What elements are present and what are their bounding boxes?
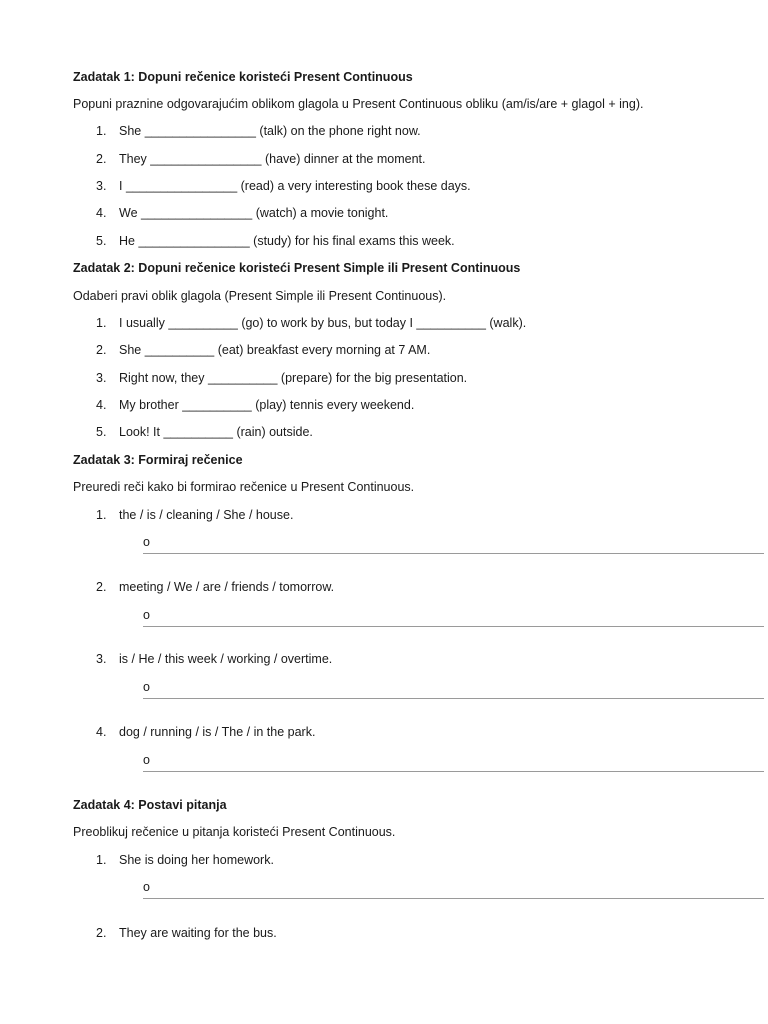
task3-heading: Zadatak 3: Formiraj rečenice <box>73 453 243 467</box>
item-number: 2. <box>96 152 107 166</box>
item-text: I ________________ (read) a very interesting book these days. <box>119 179 471 193</box>
item-number: 3. <box>96 179 107 193</box>
item-text: is / He / this week / working / overtime. <box>119 652 333 666</box>
item-number: 2. <box>96 926 107 940</box>
item-number: 2. <box>96 580 107 594</box>
item-number: 3. <box>96 652 107 666</box>
item-text: She ________________ (talk) on the phone right now. <box>119 124 421 138</box>
task2-instruction: Odaberi pravi oblik glagola (Present Simple ili Present Continuous). <box>73 289 447 303</box>
item-text: She __________ (eat) breakfast every morning at 7 AM. <box>119 343 431 357</box>
answer-bullet: o <box>143 753 150 767</box>
item-number: 5. <box>96 234 107 248</box>
task3-instruction: Preuredi reči kako bi formirao rečenice u Present Continuous. <box>73 480 415 494</box>
answer-line[interactable] <box>143 753 764 772</box>
task4-heading: Zadatak 4: Postavi pitanja <box>73 798 227 812</box>
item-text: Right now, they __________ (prepare) for the big presentation. <box>119 371 468 385</box>
item-text: We ________________ (watch) a movie tonight. <box>119 206 389 220</box>
item-number: 4. <box>96 398 107 412</box>
item-text: He ________________ (study) for his final exams this week. <box>119 234 455 248</box>
answer-bullet: o <box>143 880 150 894</box>
item-number: 2. <box>96 343 107 357</box>
answer-bullet: o <box>143 535 150 549</box>
item-text: She is doing her homework. <box>119 853 274 867</box>
task2-heading: Zadatak 2: Dopuni rečenice koristeći Present Simple ili Present Continuous <box>73 261 521 275</box>
item-text: the / is / cleaning / She / house. <box>119 508 294 522</box>
answer-line[interactable] <box>143 608 764 627</box>
item-text: meeting / We / are / friends / tomorrow. <box>119 580 335 594</box>
answer-line[interactable] <box>143 680 764 699</box>
task4-instruction: Preoblikuj rečenice u pitanja koristeći Present Continuous. <box>73 825 396 839</box>
item-text: They are waiting for the bus. <box>119 926 277 940</box>
item-number: 1. <box>96 316 107 330</box>
answer-line[interactable] <box>143 535 764 554</box>
item-number: 3. <box>96 371 107 385</box>
answer-bullet: o <box>143 608 150 622</box>
item-text: Look! It __________ (rain) outside. <box>119 425 313 439</box>
item-text: I usually __________ (go) to work by bus, but today I __________ (walk). <box>119 316 527 330</box>
item-number: 1. <box>96 124 107 138</box>
item-number: 4. <box>96 725 107 739</box>
answer-bullet: o <box>143 680 150 694</box>
item-text: dog / running / is / The / in the park. <box>119 725 316 739</box>
item-number: 5. <box>96 425 107 439</box>
item-number: 1. <box>96 508 107 522</box>
item-text: My brother __________ (play) tennis every weekend. <box>119 398 415 412</box>
item-text: They ________________ (have) dinner at the moment. <box>119 152 426 166</box>
answer-line[interactable] <box>143 880 764 899</box>
item-number: 4. <box>96 206 107 220</box>
task1-heading: Zadatak 1: Dopuni rečenice koristeći Present Continuous <box>73 70 413 84</box>
task1-instruction: Popuni praznine odgovarajućim oblikom glagola u Present Continuous obliku (am/is/are + glagol + ing). <box>73 97 644 111</box>
item-number: 1. <box>96 853 107 867</box>
